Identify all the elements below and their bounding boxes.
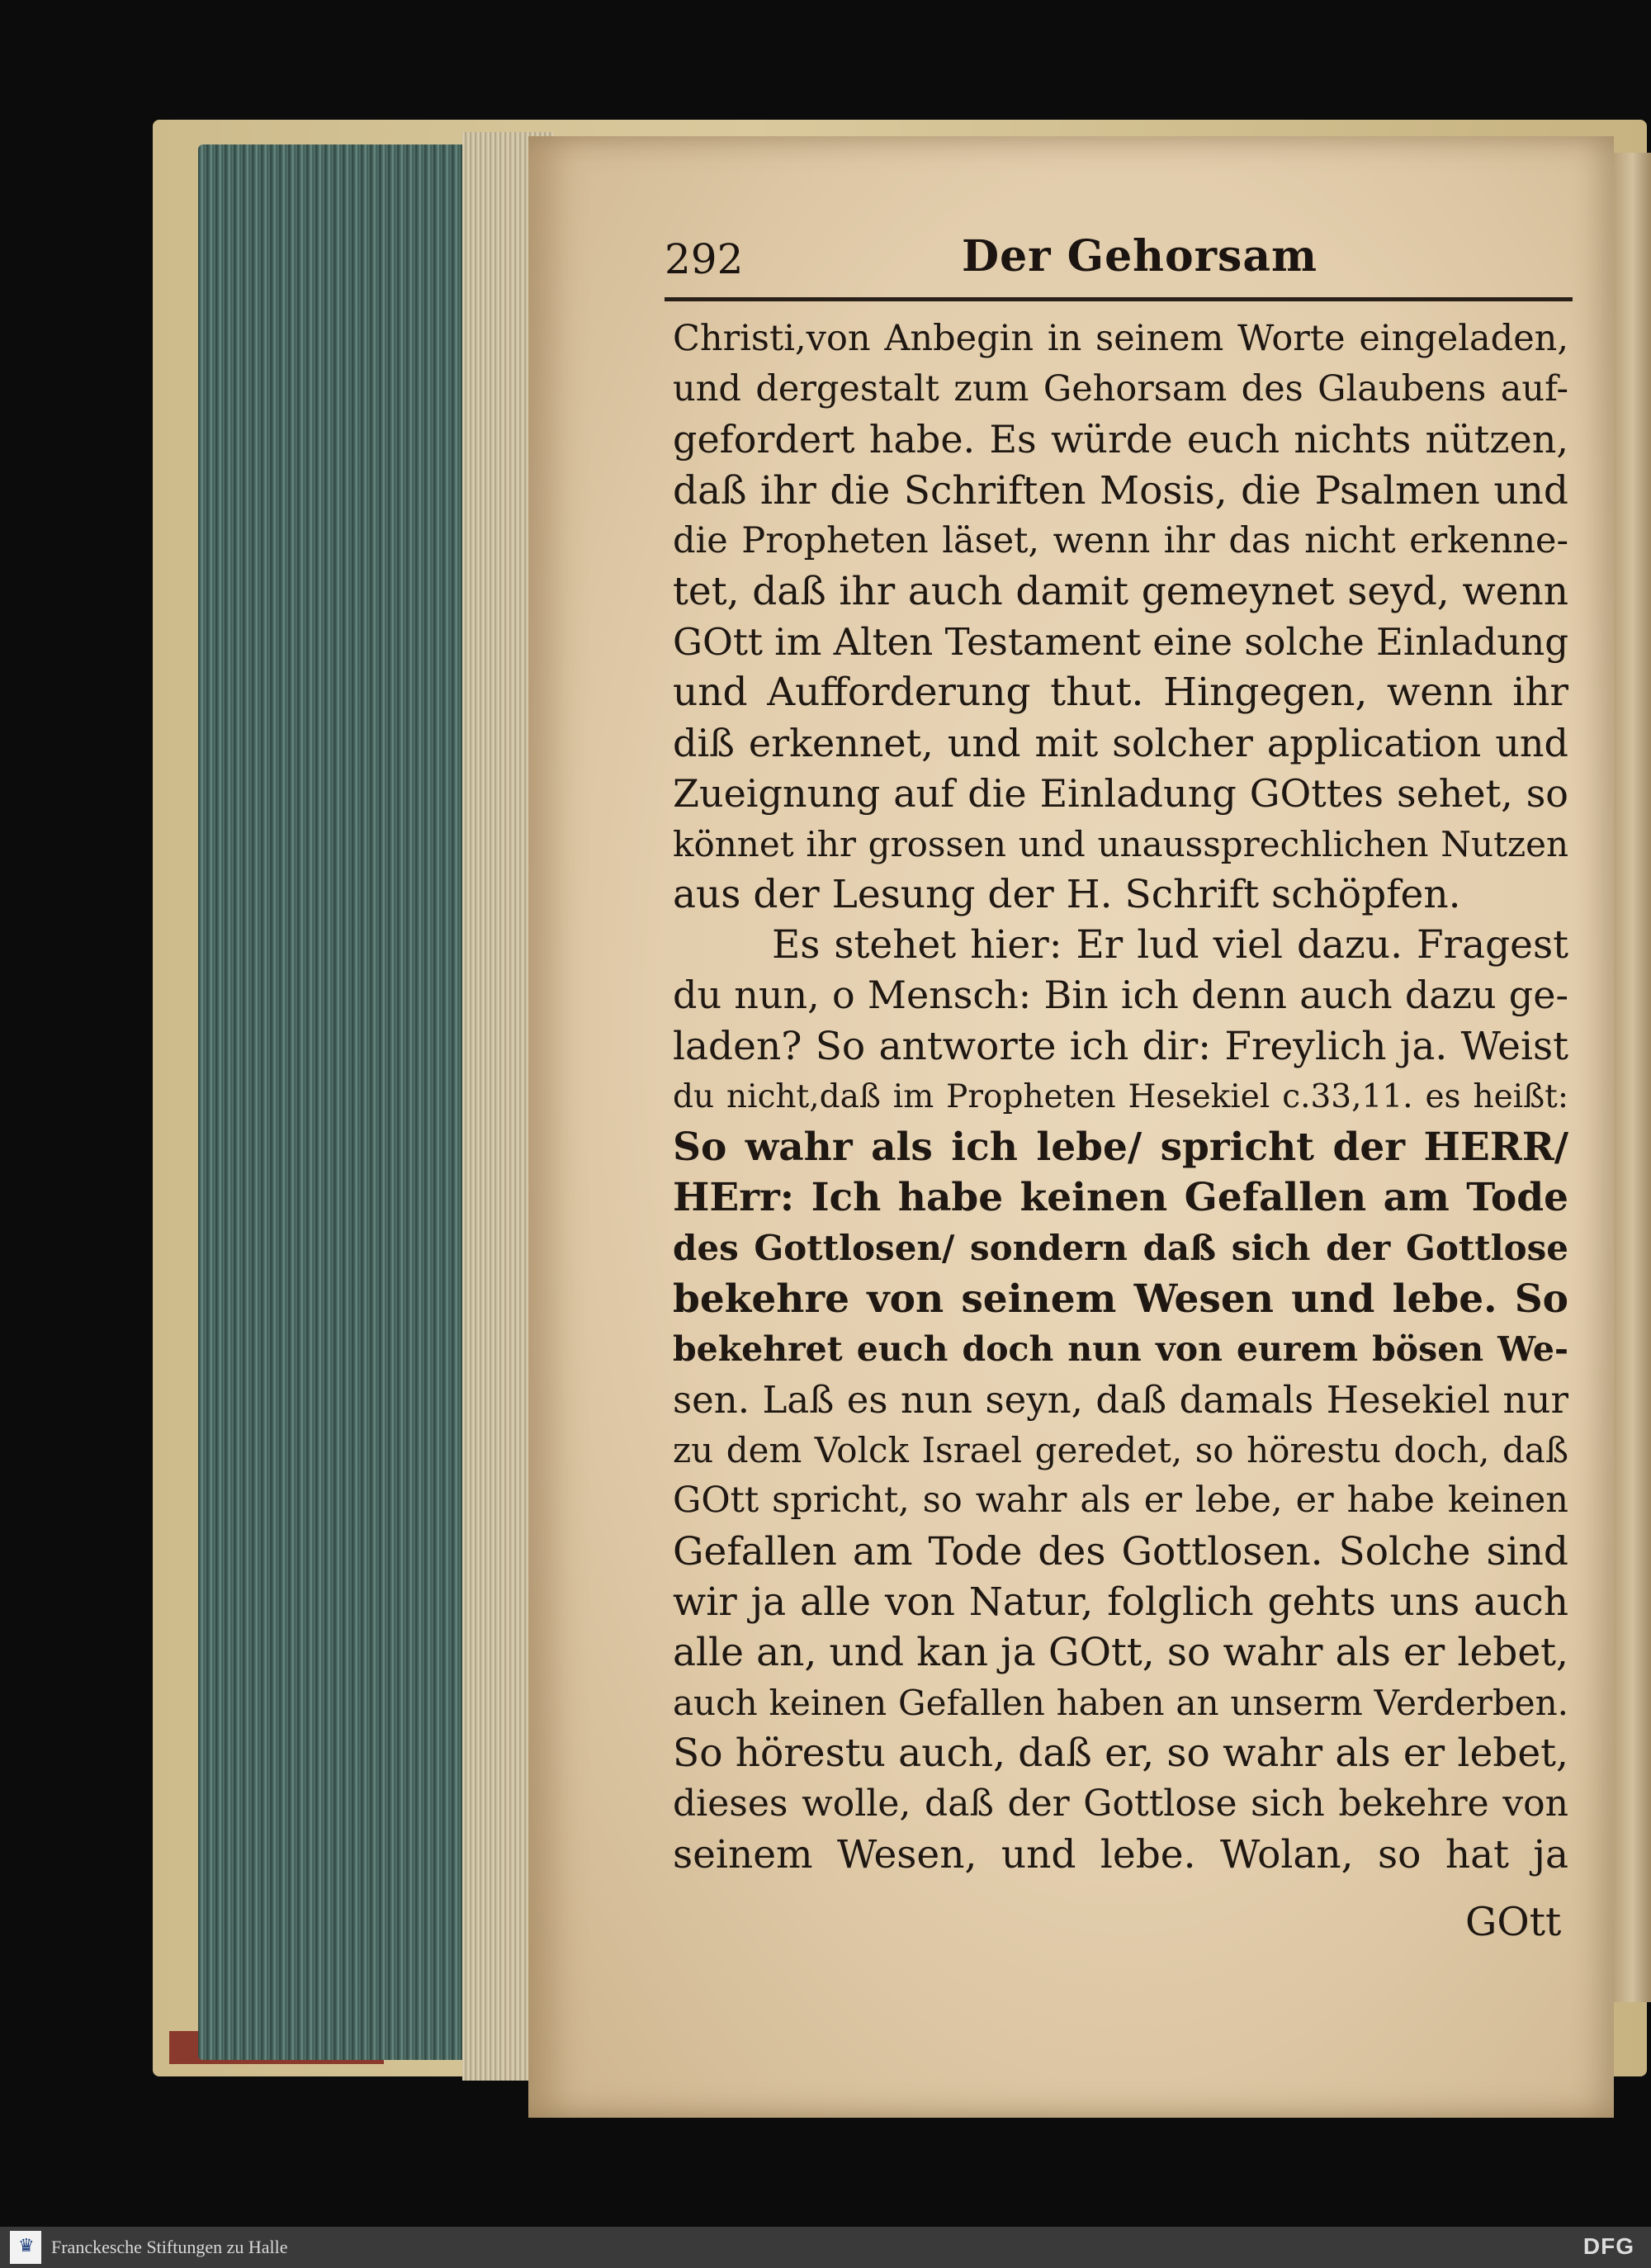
- text-line: könnet ihr grossen und unaussprechlichen Nutzen: [673, 823, 1568, 864]
- institution-logo-icon[interactable]: [10, 2231, 41, 2264]
- text-line: aus der Lesung der H. Schrift schöpfen.: [673, 872, 1461, 918]
- text-line: seinem Wesen, und lebe. Wolan, so hat ja: [673, 1831, 1568, 1877]
- text-line: und dergestalt zum Gehorsam des Glaubens auf-: [673, 368, 1568, 410]
- text-line: daß ihr die Schriften Mosis, die Psalmen und: [673, 467, 1568, 514]
- catchword: GOtt: [1465, 1899, 1562, 1945]
- text-line: zu dem Volck Israel geredet, so hörestu doch, daß: [673, 1430, 1568, 1471]
- institution-name: Franckesche Stiftungen zu Halle: [51, 2237, 288, 2257]
- facing-page-strip: [1614, 153, 1651, 2002]
- quotation-line: bekehret euch doch nun von eurem bösen We-: [673, 1328, 1568, 1369]
- text-line: alle an, und kan ja GOtt, so wahr als er lebet,: [673, 1629, 1568, 1675]
- quotation-line: So wahr als ich lebe/ spricht der HERR/: [673, 1125, 1568, 1170]
- dfg-logo: DFG: [1582, 2233, 1634, 2259]
- text-line: wir ja alle von Natur, folglich gehts uns auch: [673, 1579, 1568, 1625]
- text-line: laden? So antworte ich dir: Freylich ja. Weist: [673, 1023, 1568, 1069]
- text-line: GOtt im Alten Testament eine solche Einladung: [673, 620, 1568, 665]
- text-line: tet, daß ihr auch damit gemeynet seyd, wenn: [673, 568, 1568, 614]
- text-line: auch keinen Gefallen haben an unserm Verderben.: [673, 1683, 1568, 1724]
- text-line: du nun, o Mensch: Bin ich denn auch dazu ge-: [673, 973, 1568, 1018]
- text-line: du nicht,daß im Propheten Hesekiel c.33,11. es heißt:: [673, 1077, 1568, 1115]
- page-number: 292: [665, 235, 744, 283]
- text-line: So hörestu auch, daß er, so wahr als er lebet,: [673, 1731, 1568, 1777]
- running-head: Der Gehorsam: [962, 231, 1318, 282]
- body-text: [673, 314, 1568, 1880]
- seal-icon: ♛: [18, 2236, 35, 2256]
- text-line: Gefallen am Tode des Gottlosen. Solche sind: [673, 1528, 1568, 1574]
- text-line: GOtt spricht, so wahr als er lebe, er habe keinen: [673, 1480, 1568, 1522]
- text-line: Zueignung auf die Einladung GOttes sehet, so: [673, 770, 1568, 816]
- text-line: Es stehet hier: Er lud viel dazu. Fragest: [772, 922, 1568, 968]
- quotation-line: des Gottlosen/ sondern daß sich der Gottlose: [673, 1228, 1568, 1269]
- quotation-line: HErr: Ich habe keinen Gefallen am Tode: [673, 1175, 1568, 1221]
- text-line: Christi,von Anbegin in seinem Worte eingeladen,: [673, 318, 1568, 359]
- text-line: diß erkennet, und mit solcher application und: [673, 720, 1568, 765]
- header-rule: [665, 297, 1573, 301]
- footer-bar: [0, 2227, 1651, 2268]
- text-line: die Propheten läset, wenn ihr das nicht erkenne-: [673, 519, 1568, 561]
- text-line: sen. Laß es nun seyn, daß damals Hesekiel nur: [673, 1377, 1568, 1422]
- text-line: und Aufforderung thut. Hingegen, wenn ihr: [673, 670, 1568, 716]
- text-line: gefordert habe. Es würde euch nichts nützen,: [673, 417, 1568, 462]
- quotation-line: bekehre von seinem Wesen und lebe. So: [673, 1276, 1568, 1322]
- text-line: dieses wolle, daß der Gottlose sich bekehre von: [673, 1783, 1568, 1825]
